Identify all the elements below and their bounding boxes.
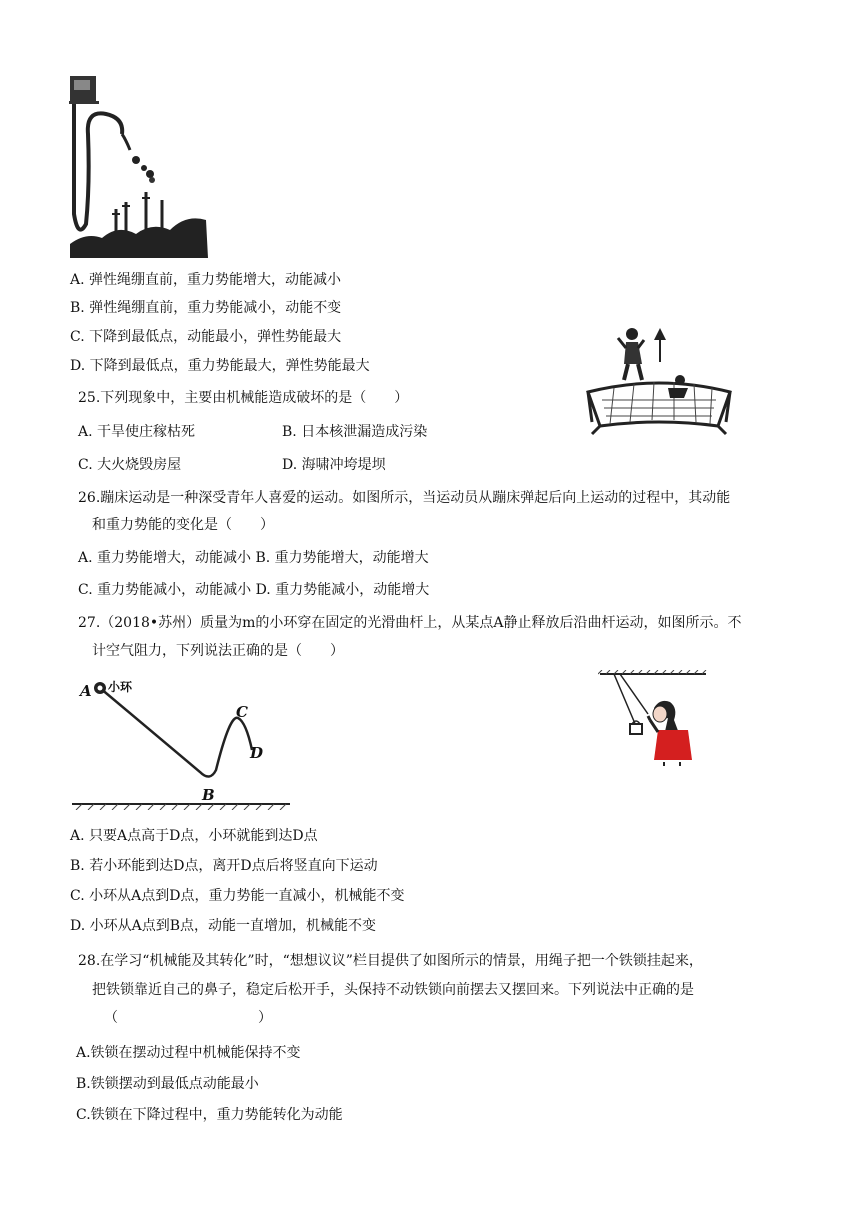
- q26-options-ab: A. 重力势能增大，动能减小 B. 重力势能增大，动能增大: [78, 550, 429, 566]
- q25-option-c: C. 大火烧毁房屋: [78, 457, 182, 473]
- point-d-label: D: [250, 744, 264, 762]
- q24-option-a: A. 弹性绳绷直前，重力势能增大，动能减小: [70, 272, 342, 288]
- point-b-label: B: [202, 786, 215, 804]
- q24-option-d: D. 下降到最低点，重力势能最大，弹性势能最大: [70, 358, 370, 374]
- q26-stem-line2: 和重力势能的变化是（ ）: [92, 517, 274, 533]
- q27-option-a: A. 只要A点高于D点，小环就能到达D点: [70, 828, 318, 844]
- q27-stem-line2: 计空气阻力，下列说法正确的是（ ）: [92, 643, 344, 659]
- q28-stem-line2: 把铁锁靠近自己的鼻子，稳定后松开手，头保持不动铁锁向前摆去又摆回来。下列说法中正确的是: [92, 982, 694, 998]
- bungee-jump-figure: [66, 74, 214, 258]
- trampoline-figure: [584, 322, 734, 440]
- q25-option-a: A. 干旱使庄稼枯死: [78, 424, 196, 440]
- point-a-label: A: [80, 682, 92, 700]
- q26-options-cd: C. 重力势能减小，动能减小 D. 重力势能减小，动能增大: [78, 582, 430, 598]
- q28-option-c: C.铁锁在下降过程中，重力势能转化为动能: [76, 1107, 343, 1123]
- curved-rod-figure: [70, 670, 292, 810]
- q27-option-d: D. 小环从A点到B点，动能一直增加，机械能不变: [70, 918, 377, 934]
- q24-option-c: C. 下降到最低点，动能最小，弹性势能最大: [70, 329, 342, 345]
- q25-option-d: D. 海啸冲垮堤坝: [282, 457, 386, 473]
- point-c-label: C: [236, 703, 248, 721]
- q28-stem-line1: 28.在学习“机械能及其转化”时，“想想议议”栏目提供了如图所示的情景，用绳子把一个铁锁挂起来，: [78, 953, 703, 969]
- q25-option-b: B. 日本核泄漏造成污染: [282, 424, 428, 440]
- q27-stem-line1: 27.（2018•苏州）质量为m的小环穿在固定的光滑曲杆上，从某点A静止释放后沿曲杆运动，如图所示。不: [78, 615, 742, 631]
- q28-option-a: A.铁锁在摆动过程中机械能保持不变: [76, 1045, 301, 1061]
- q27-option-c: C. 小环从A点到D点，重力势能一直减小，机械能不变: [70, 888, 405, 904]
- q26-stem-line1: 26.蹦床运动是一种深受青年人喜爱的运动。如图所示，当运动员从蹦床弹起后向上运动的过程中，其动能: [78, 490, 731, 506]
- q28-option-b: B.铁锁摆动到最低点动能最小: [76, 1076, 259, 1092]
- q27-option-b: B. 若小环能到达D点，离开D点后将竖直向下运动: [70, 858, 378, 874]
- q25-stem: 25.下列现象中，主要由机械能造成破坏的是（ ）: [78, 390, 409, 406]
- pendulum-lock-figure: [598, 670, 708, 766]
- q28-stem-line3: （ ）: [104, 1010, 272, 1026]
- q24-option-b: B. 弹性绳绷直前，重力势能减小，动能不变: [70, 300, 342, 316]
- ring-label: 小环: [108, 680, 133, 694]
